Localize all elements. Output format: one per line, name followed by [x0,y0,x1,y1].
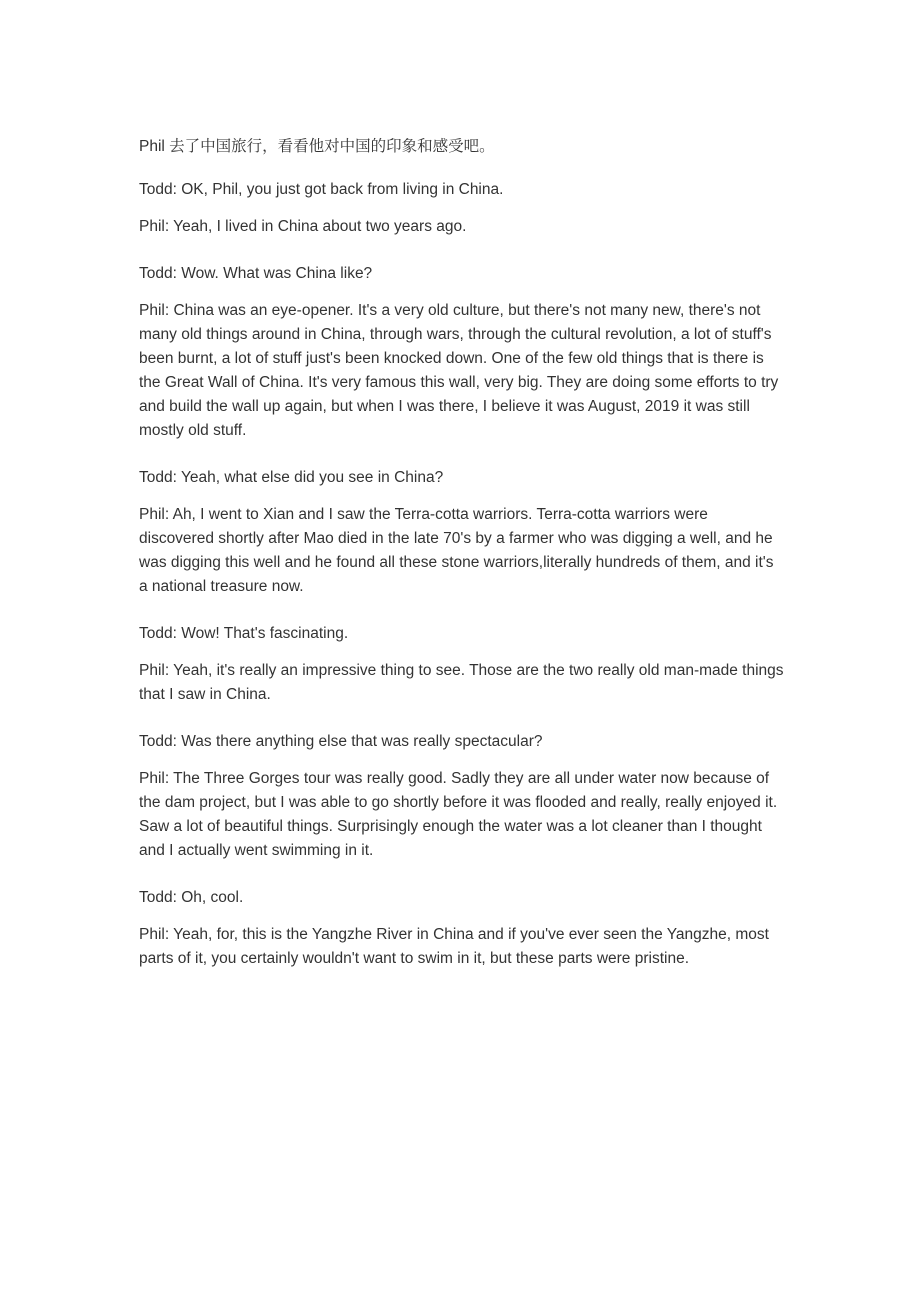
dialogue-turn-todd: Todd: Oh, cool. [139,889,244,906]
dialogue-turn-phil: Phil: Yeah, for, this is the Yangzhe River in China and if you've ever seen the Yangzhe, most parts of it, you certainly wouldn't want to swim in it, but these parts were pristine. [139,926,769,967]
document-body [139,135,785,994]
dialogue-turn-phil: Phil: The Three Gorges tour was really good. Sadly they are all under water now because of the dam project, but I was able to go shortly before it was flooded and really, really enjoyed it. Saw a lot of beautiful things. Surprisingly enough the water was a lot cleaner than I thought and I actually went swimming in it. [139,770,778,859]
dialogue-turn-todd: Todd: OK, Phil, you just got back from living in China. [139,181,504,198]
dialogue-turn-todd: Todd: Was there anything else that was really spectacular? [139,733,543,750]
dialogue-turn-phil: Phil: Yeah, I lived in China about two years ago. [139,218,467,235]
dialogue-turn-todd: Todd: Wow! That's fascinating. [139,625,349,642]
dialogue-turn-todd: Todd: Yeah, what else did you see in China? [139,469,444,486]
dialogue-turn-todd: Todd: Wow. What was China like? [139,265,373,282]
dialogue-turn-phil: Phil: Yeah, it's really an impressive thing to see. Those are the two really old man-made things that I saw in China. [139,662,784,703]
dialogue-turn-phil: Phil: Ah, I went to Xian and I saw the Terra-cotta warriors. Terra-cotta warriors were discovered shortly after Mao died in the late 70's by a farmer who was digging a well, and he was digging this well and he found all these stone warriors,literally hundreds of them, and it's a national treasure now. [139,506,774,595]
dialogue-turn-phil: Phil: China was an eye-opener. It's a very old culture, but there's not many new, there's not many old things around in China, through wars, through the cultural revolution, a lot of stuff's been burnt, a lot of stuff just's been knocked down. One of the few old things that is there is the Great Wall of China. It's very famous this wall, very big. They are doing some efforts to try and build the wall up again, but when I was there, I believe it was August, 2019 it was still mostly old stuff. [139,302,779,439]
intro-line: Phil 去了中国旅行，看看他对中国的印象和感受吧。 [139,138,495,155]
